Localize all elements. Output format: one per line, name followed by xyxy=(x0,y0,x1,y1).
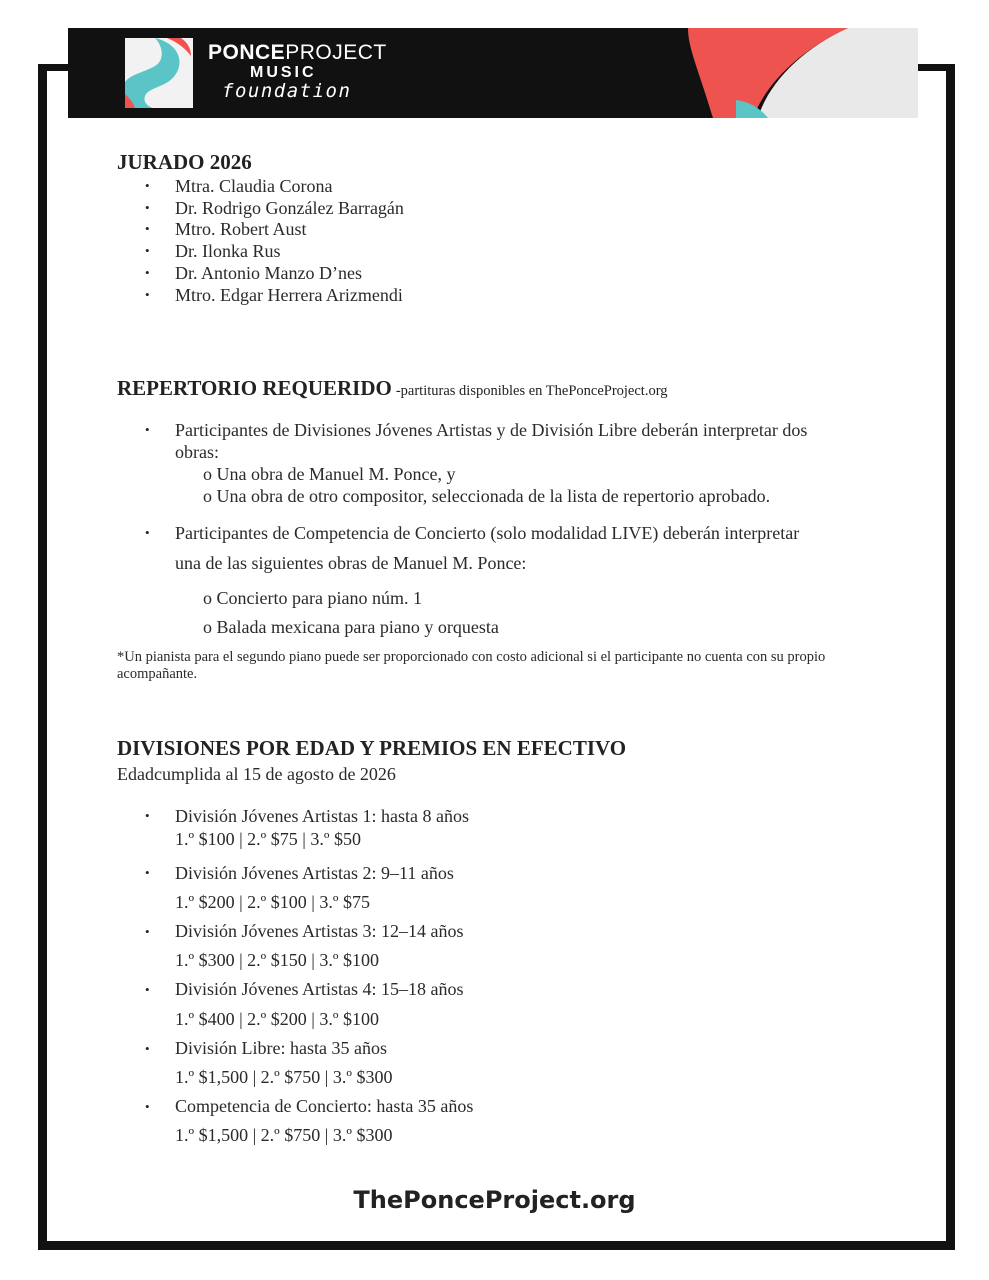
banner-decoration xyxy=(618,28,918,118)
divisions-heading: DIVISIONES POR EDAD Y PREMIOS EN EFECTIVO xyxy=(117,736,627,760)
division-name: División Jóvenes Artistas 4: 15–18 años xyxy=(175,979,464,999)
logo-project: PROJECT xyxy=(285,41,387,64)
jury-member: Dr. Rodrigo González Barragán xyxy=(175,198,404,218)
division-prizes: 1.º $200 | 2.º $100 | 3.º $75 xyxy=(175,892,370,912)
repertoire-title: REPERTORIO REQUERIDO xyxy=(117,376,392,400)
division-prizes: 1.º $1,500 | 2.º $750 | 3.º $300 xyxy=(175,1125,393,1145)
repertoire-item-line: obras: xyxy=(175,442,219,462)
bullet: • xyxy=(145,221,150,236)
bullet: • xyxy=(145,1099,150,1114)
logo-foundation: foundation xyxy=(222,80,352,102)
repertoire-note: -partituras disponibles en ThePonceProject.org xyxy=(395,383,668,399)
repertoire-heading xyxy=(117,376,668,401)
ponce-logo-icon xyxy=(121,38,193,108)
bullet: • xyxy=(145,243,150,258)
division-name: División Libre: hasta 35 años xyxy=(175,1038,387,1058)
logo-ponce: PONCE xyxy=(208,41,286,64)
division-name: Competencia de Concierto: hasta 35 años xyxy=(175,1096,474,1116)
jury-member: Mtra. Claudia Corona xyxy=(175,176,333,196)
jury-member: Dr. Antonio Manzo D’nes xyxy=(175,263,362,283)
repertoire-subitem: o Balada mexicana para piano y orquesta xyxy=(203,617,499,637)
division-name: División Jóvenes Artistas 3: 12–14 años xyxy=(175,921,464,941)
logo-music: MUSIC xyxy=(250,64,317,81)
repertoire-footnote: *Un pianista para el segundo piano puede ser proporcionado con costo adicional si el participante no cuenta con su propio acompañante. xyxy=(117,649,826,682)
repertoire-item-line: una de las siguientes obras de Manuel M. Ponce: xyxy=(175,553,527,573)
division-name: División Jóvenes Artistas 2: 9–11 años xyxy=(175,863,454,883)
bullet: • xyxy=(145,265,150,280)
bullet: • xyxy=(145,982,150,997)
bullet: • xyxy=(145,178,150,193)
jury-heading: JURADO 2026 xyxy=(117,150,252,174)
bullet: • xyxy=(145,200,150,215)
bullet: • xyxy=(145,287,150,302)
bullet: • xyxy=(145,924,150,939)
bullet: • xyxy=(145,422,150,437)
jury-member: Mtro. Robert Aust xyxy=(175,219,307,239)
logo-wordmark xyxy=(208,42,387,101)
bullet: • xyxy=(145,808,150,823)
header-banner xyxy=(68,28,918,118)
division-prizes: 1.º $100 | 2.º $75 | 3.º $50 xyxy=(175,829,361,849)
repertoire-item-line: Participantes de Competencia de Concierto (solo modalidad LIVE) deberán interpretar xyxy=(175,523,800,543)
division-prizes: 1.º $300 | 2.º $150 | 3.º $100 xyxy=(175,950,379,970)
jury-member: Mtro. Edgar Herrera Arizmendi xyxy=(175,285,403,305)
division-prizes: 1.º $400 | 2.º $200 | 3.º $100 xyxy=(175,1009,379,1029)
footer-website: ThePonceProject.org xyxy=(353,1186,636,1214)
divisions-subtitle: Edadcumplida al 15 de agosto de 2026 xyxy=(117,764,396,784)
bullet: • xyxy=(145,865,150,880)
repertoire-subitem: o Concierto para piano núm. 1 xyxy=(203,588,422,608)
division-name: División Jóvenes Artistas 1: hasta 8 años xyxy=(175,806,469,826)
repertoire-subitem: o Una obra de otro compositor, seleccionada de la lista de repertorio aprobado. xyxy=(203,486,771,506)
jury-member: Dr. Ilonka Rus xyxy=(175,241,281,261)
repertoire-subitem: o Una obra de Manuel M. Ponce, y xyxy=(203,464,456,484)
bullet: • xyxy=(145,525,150,540)
repertoire-item-line: Participantes de Divisiones Jóvenes Artistas y de División Libre deberán interpretar dos xyxy=(175,420,808,440)
division-prizes: 1.º $1,500 | 2.º $750 | 3.º $300 xyxy=(175,1067,393,1087)
bullet: • xyxy=(145,1041,150,1056)
